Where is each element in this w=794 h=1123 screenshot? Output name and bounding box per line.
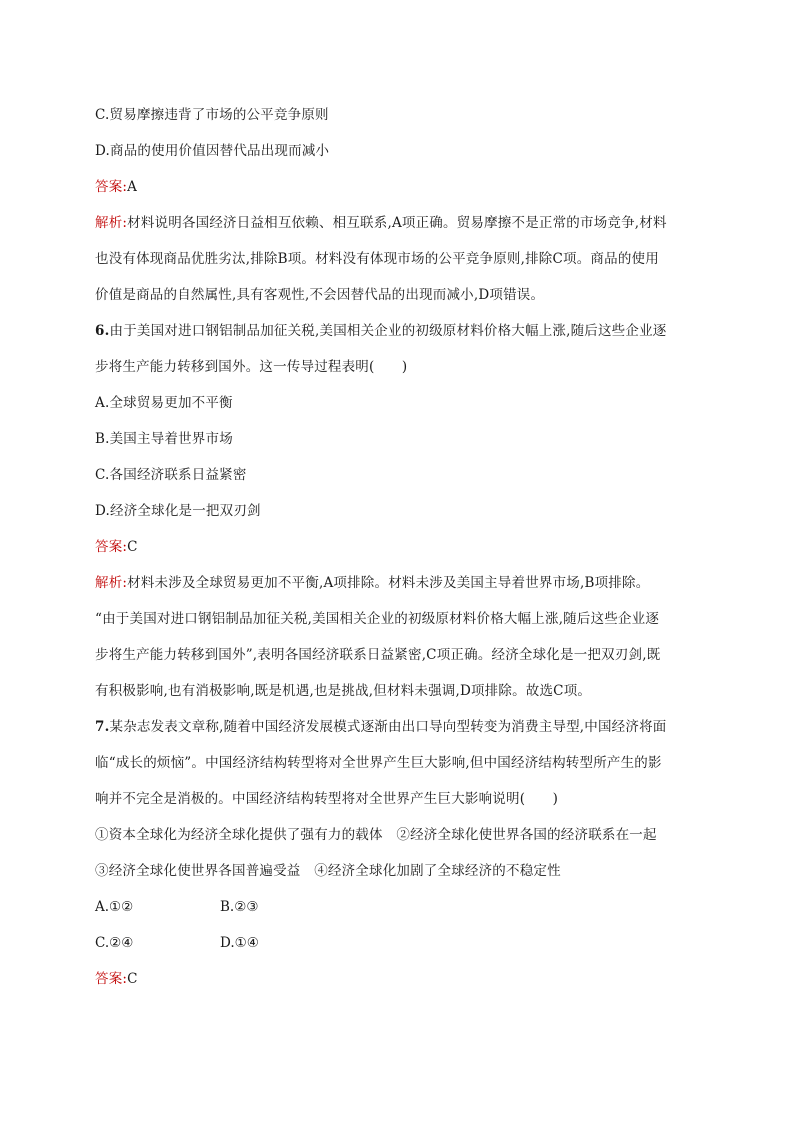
analysis-text: 材料未涉及全球贸易更加不平衡,A项排除。材料未涉及美国主导着世界市场,B项排除。	[127, 575, 650, 591]
q7-option-d: D.①④	[220, 935, 259, 951]
analysis-label: 解析:	[95, 575, 128, 591]
q7-option-b: B.②③	[220, 899, 259, 915]
answer-label: 答案:	[95, 971, 128, 987]
analysis-text: 材料说明各国经济日益相互依赖、相互联系,A项正确。贸易摩擦不是正常的市场竞争,材料	[127, 215, 667, 231]
prev-analysis-line-1	[95, 214, 667, 232]
q6-analysis-line-2: “由于美国对进口钢铝制品加征关税,美国相关企业的初级原材料价格大幅上涨,随后这些企业逐	[95, 611, 660, 627]
answer-label: 答案:	[95, 539, 128, 555]
analysis-label: 解析:	[95, 215, 128, 231]
q6-analysis-line-1	[95, 574, 649, 592]
stem-text: 由于美国对进口钢铝制品加征关税,美国相关企业的初级原材料价格大幅上涨,随后这些企业逐	[109, 323, 667, 339]
q6-analysis-line-3: 步将生产能力转移到国外”,表明各国经济联系日益紧密,C项正确。经济全球化是一把双刃剑,既	[95, 647, 661, 663]
answer-value: C	[127, 971, 138, 987]
q7-statements-line-1: ①资本全球化为经济全球化提供了强有力的载体 ②经济全球化使世界各国的经济联系在一起	[95, 827, 657, 843]
q6-analysis-line-4: 有积极影响,也有消极影响,既是机遇,也是挑战,但材料未强调,D项排除。故选C项。	[95, 683, 592, 699]
q6-answer	[95, 538, 138, 556]
q7-stem-line-2: 临“成长的烦恼”。中国经济结构转型将对全世界产生巨大影响,但中国经济结构转型所产生的影	[95, 755, 662, 771]
answer-label: 答案:	[95, 179, 128, 195]
prev-option-d: D.商品的使用价值因替代品出现而减小	[95, 143, 330, 159]
question-number: 7.	[95, 719, 110, 735]
prev-analysis-line-3: 价值是商品的自然属性,具有客观性,不会因替代品的出现而减小,D项错误。	[95, 287, 545, 303]
answer-value: A	[127, 179, 138, 195]
q7-option-c: C.②④	[95, 935, 134, 951]
q7-stem-line-3: 响并不完全是消极的。中国经济结构转型将对全世界产生巨大影响说明( )	[95, 791, 559, 807]
q6-option-a: A.全球贸易更加不平衡	[95, 395, 233, 411]
q7-answer	[95, 970, 138, 988]
q7-option-a: A.①②	[95, 899, 134, 915]
q6-option-d: D.经济全球化是一把双刃剑	[95, 503, 261, 519]
q6-option-b: B.美国主导着世界市场	[95, 431, 233, 447]
prev-option-c: C.贸易摩擦违背了市场的公平竞争原则	[95, 107, 329, 123]
question-number: 6.	[95, 323, 110, 339]
q6-stem-line-1	[95, 322, 666, 340]
answer-value: C	[127, 539, 138, 555]
q7-statements-line-2: ③经济全球化使世界各国普遍受益 ④经济全球化加剧了全球经济的不稳定性	[95, 863, 561, 879]
stem-text: 某杂志发表文章称,随着中国经济发展模式逐渐由出口导向型转变为消费主导型,中国经济将面	[109, 719, 667, 735]
q6-option-c: C.各国经济联系日益紧密	[95, 467, 247, 483]
q6-stem-line-2: 步将生产能力转移到国外。这一传导过程表明( )	[95, 359, 408, 375]
prev-answer	[95, 178, 137, 196]
q7-stem-line-1	[95, 718, 666, 736]
prev-analysis-line-2: 也没有体现商品优胜劣汰,排除B项。材料没有体现市场的公平竞争原则,排除C项。商品的使用	[95, 251, 659, 267]
